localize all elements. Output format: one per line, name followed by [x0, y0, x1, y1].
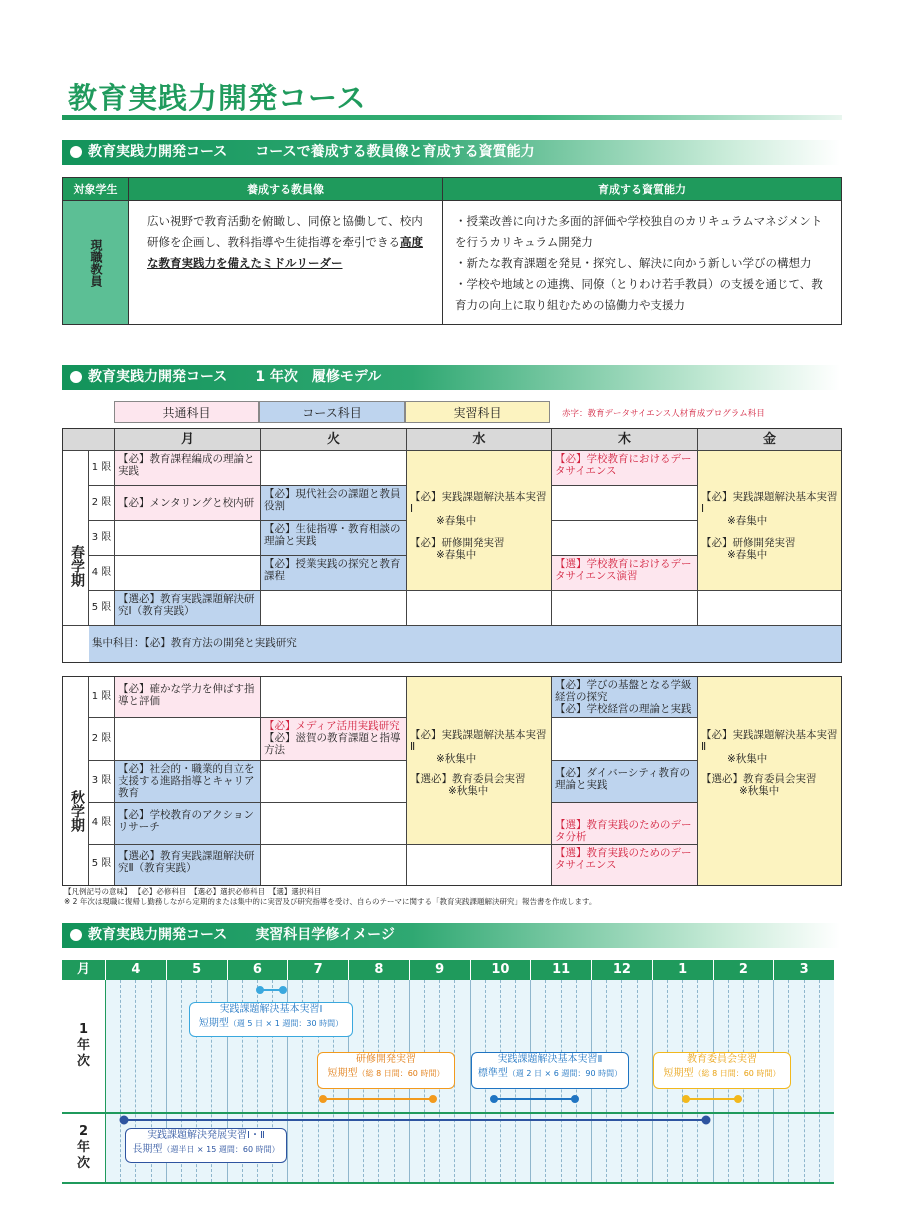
practice-note: ※秋集中 [739, 785, 780, 797]
empty-cell [698, 591, 841, 626]
section-header-practicum [62, 923, 840, 948]
practicum-box [189, 1002, 353, 1037]
teacher-image-emphasis: 高度な教育実践力を備えたミドルリーダー [147, 235, 423, 270]
box-title: 実践課題解決基本実習Ⅰ [219, 1004, 323, 1015]
empty-cell [407, 845, 552, 885]
practice-title: 【必】実践課題解決基本実習Ⅱ [410, 729, 547, 753]
practice-cell [407, 677, 552, 845]
class-cell: 【選】学校教育におけるデータサイエンス演習 [552, 556, 698, 591]
header-abilities: 育成する資質能力 [443, 178, 842, 201]
period-label: 3 限 [89, 761, 115, 803]
class-title: 【必】学びの基盤となる学級経営の探究 [555, 679, 692, 703]
bullet-icon [70, 146, 82, 158]
practicum-box [317, 1052, 455, 1089]
day-header: 金 [698, 429, 841, 451]
period-label: 5 限 [89, 845, 115, 885]
note-line: ※ 2 年次は現職に復帰し勤務しながら定期的または集中的に実習及び研究指導を受け、自らのテーマに関する「教育実践課題解決研究」報告書を作成します。 [64, 897, 597, 906]
class-cell: 【必】学校教育におけるデータサイエンス [552, 451, 698, 486]
ability-item: ・新たな教育課題を発見・探究し、解決に向かう新しい学びの構想力 [455, 256, 812, 270]
empty-cell [552, 486, 698, 521]
period-label: 4 限 [89, 803, 115, 845]
empty-cell [115, 556, 261, 591]
practicum-box [125, 1128, 287, 1163]
practice-title: 【必】実践課題解決基本実習Ⅰ [410, 491, 547, 515]
month-header: 9 [409, 960, 470, 980]
empty-cell [552, 718, 698, 761]
section-course-name: 教育実践力開発コース [88, 369, 228, 385]
year1-label: 1年次 [76, 1022, 90, 1069]
class-cell: 【必】授業実践の探究と教育課程 [261, 556, 407, 591]
target-cell [63, 201, 129, 325]
bullet-icon [70, 371, 82, 383]
empty-cell [261, 803, 407, 845]
box-hours: （週半日 × 15 週間：60 時間） [162, 1145, 280, 1154]
practice-note: ※秋集中 [448, 785, 489, 797]
period-label: 3 限 [89, 521, 115, 556]
month-header: 11 [530, 960, 591, 980]
practice-note: ※秋集中 [727, 753, 768, 765]
empty-cell [552, 591, 698, 626]
legend-practice: 実習科目 [405, 401, 550, 423]
intensive-row: 集中科目：【必】教育方法の開発と実践研究 [89, 626, 841, 662]
class-cell: 【必】確かな学力を伸ばす指導と評価 [115, 677, 261, 718]
note-line: 【凡例記号の意味】 【必】必修科目 【選必】選択必修科目 【選】選択科目 [64, 887, 322, 896]
legend-course: コース科目 [259, 401, 405, 423]
box-title: 研修開発実習 [356, 1054, 416, 1065]
section-subtitle: コースで養成する教員像と育成する資質能力 [255, 144, 535, 160]
practice-title: 【必】実践課題解決基本実習Ⅰ [701, 491, 838, 515]
month-header: 2 [713, 960, 774, 980]
empty-cell [261, 845, 407, 885]
spring-label: 春学期 [63, 451, 89, 626]
month-header: 12 [591, 960, 652, 980]
class-cell: 【選必】教育実践課題解決研究Ⅱ（教育実践） [115, 845, 261, 885]
box-type: 短期型 [663, 1068, 694, 1079]
empty-cell [552, 521, 698, 556]
section-header-model [62, 365, 840, 390]
day-header: 火 [261, 429, 407, 451]
empty-cell [261, 591, 407, 626]
legend-red-note: 赤字：教育データサイエンス人材育成プログラム科目 [562, 409, 765, 419]
class-title: 【必】学校経営の理論と実践 [555, 703, 692, 715]
practice-note: ※春集中 [727, 549, 768, 561]
practice-title: 【必】実践課題解決基本実習Ⅱ [701, 729, 838, 753]
class-cell: 【必】メンタリングと校内研 [115, 486, 261, 521]
section-subtitle: 実習科目学修イメージ [255, 927, 395, 943]
empty-cell [261, 761, 407, 803]
box-type: 標準型 [477, 1068, 508, 1079]
autumn-label: 秋学期 [63, 677, 89, 885]
month-header: 3 [773, 960, 834, 980]
practice-title: 【選必】教育委員会実習 [410, 773, 526, 785]
box-title: 教育委員会実習 [687, 1054, 757, 1065]
class-cell [552, 677, 698, 718]
ability-item: ・授業改善に向けた多面的評価や学校独自のカリキュラムマネジメントを行うカリキュラム開発力 [455, 214, 823, 249]
bar-training [320, 1096, 437, 1103]
class-cell: 【必】ダイバーシティ教育の理論と実践 [552, 761, 698, 803]
title-underline [62, 115, 842, 120]
month-header-label: 月 [62, 960, 105, 980]
header-image: 養成する教員像 [129, 178, 443, 201]
practice-note: ※春集中 [436, 515, 477, 527]
day-header: 月 [115, 429, 261, 451]
teacher-image-cell [129, 201, 443, 325]
empty-cell [261, 451, 407, 486]
abilities-cell [443, 201, 842, 325]
empty-cell [407, 591, 552, 626]
bullet-icon [70, 929, 82, 941]
practice-cell [407, 451, 552, 591]
section-subtitle: 1 年次 履修モデル [255, 369, 382, 385]
class-cell: 【必】教育課程編成の理論と実践 [115, 451, 261, 486]
class-cell: 【必】現代社会の課題と教員役割 [261, 486, 407, 521]
empty-cell [115, 521, 261, 556]
practice-title: 【必】研修開発実習 [701, 537, 796, 549]
target-text: 現職教員 [89, 238, 103, 287]
box-hours: （総 8 日間：60 時間） [357, 1069, 445, 1078]
box-hours: （総 8 日間：60 時間） [693, 1069, 781, 1078]
box-title: 実践課題解決基本実習Ⅱ [497, 1054, 603, 1065]
section-header-competencies [62, 140, 840, 165]
box-hours: （週 2 日 × 6 週間：90 時間） [507, 1069, 623, 1078]
box-hours: （週 5 日 × 1 週間：30 時間） [228, 1019, 344, 1028]
period-label: 1 限 [89, 451, 115, 486]
practice-title: 【選必】教育委員会実習 [701, 773, 817, 785]
empty-cell [115, 718, 261, 761]
class-cell: 【選必】教育実践課題解決研究Ⅰ（教育実践） [115, 591, 261, 626]
bar-basic1 [257, 987, 287, 994]
empty-cell [261, 677, 407, 718]
header-target: 対象学生 [63, 178, 129, 201]
practice-cell [698, 677, 841, 885]
legend-common: 共通科目 [114, 401, 259, 423]
year2-label: 2年次 [76, 1124, 90, 1171]
autumn-timetable [62, 676, 842, 886]
class-cell: 【選】教育実践のためのデータサイエンス [552, 845, 698, 885]
bar-basic2 [491, 1096, 579, 1103]
practicum-box [471, 1052, 629, 1089]
class-cell: 【選】教育実践のためのデータ分析 [552, 803, 698, 845]
box-type: 短期型 [327, 1068, 358, 1079]
period-label: 2 限 [89, 718, 115, 761]
class-cell: 【必】社会的・職業的自立を支援する進路指導とキャリア教育 [115, 761, 261, 803]
box-type: 長期型 [132, 1144, 163, 1155]
class-cell: 【必】生徒指導・教育相談の理論と実践 [261, 521, 407, 556]
corner-cell [63, 429, 115, 451]
spring-timetable [62, 428, 842, 663]
box-title: 実践課題解決発展実習Ⅰ・Ⅱ [147, 1130, 265, 1141]
period-label: 1 限 [89, 677, 115, 718]
month-header: 5 [166, 960, 227, 980]
section-course-name: 教育実践力開発コース [88, 927, 228, 943]
day-header: 木 [552, 429, 698, 451]
ability-item: ・学校や地域との連携、同僚（とりわけ若手教員）の支援を通じて、教育力の向上に取り組むための協働力や支援力 [455, 277, 823, 312]
practice-cell [698, 451, 841, 591]
bar-advanced [120, 1116, 710, 1124]
month-header: 1 [652, 960, 713, 980]
page-title: 教育実践力開発コース [68, 81, 367, 115]
section-course-name: 教育実践力開発コース [88, 144, 228, 160]
month-header: 7 [287, 960, 348, 980]
day-header: 水 [407, 429, 552, 451]
teacher-image-text: 広い視野で教育活動を俯瞰し、同僚と協働して、校内研修を企画し、教科指導や生徒指導を牽引できる [147, 214, 423, 249]
practicum-chart [62, 960, 834, 1184]
legend-notes [64, 887, 839, 907]
period-label: 2 限 [89, 486, 115, 521]
month-header: 4 [105, 960, 166, 980]
month-header: 8 [348, 960, 409, 980]
period-label: 5 限 [89, 591, 115, 626]
class-cell [261, 718, 407, 761]
competency-table [62, 177, 842, 325]
period-label: 4 限 [89, 556, 115, 591]
class-title: 【必】滋賀の教育課題と指導方法 [264, 732, 401, 756]
month-header: 6 [227, 960, 288, 980]
class-cell: 【必】学校教育のアクションリサーチ [115, 803, 261, 845]
bar-board [683, 1096, 742, 1103]
box-type: 短期型 [198, 1018, 229, 1029]
practice-title: 【必】研修開発実習 [410, 537, 505, 549]
practice-note: ※春集中 [436, 549, 477, 561]
practice-note: ※春集中 [727, 515, 768, 527]
month-header: 10 [470, 960, 531, 980]
class-title: 【必】メディア活用実践研究 [264, 720, 400, 732]
practice-note: ※秋集中 [436, 753, 477, 765]
practicum-box [653, 1052, 791, 1089]
